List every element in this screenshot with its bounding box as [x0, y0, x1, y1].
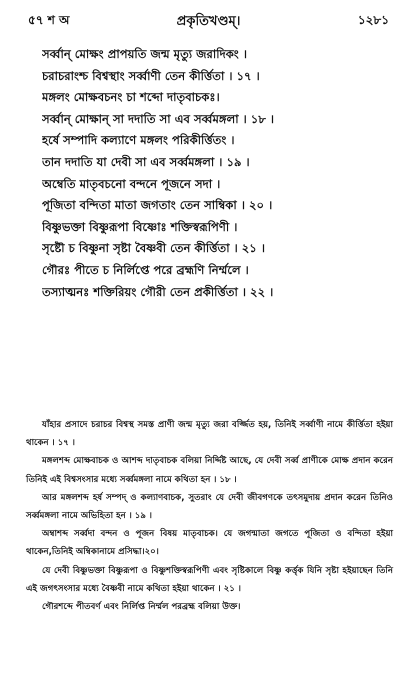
verse-line: সর্ব্বান্ মোক্ষান্ সা দদাতি সা এব সর্ব্বমঙ্গলা । ১৮ । — [42, 111, 275, 126]
commentary-paragraph: আর মঙ্গলশব্দ হর্ষ সম্পদ্ ও কল্যাণবাচক, সুতরাং যে দেবী জীবগণকে তৎসমুদায় প্রদান করেন তিনিও সর্ব্বমঙ্গলা নামে অভিহিতা হন । ১৯ । — [26, 492, 393, 522]
page-header — [28, 12, 389, 34]
bengali-commentary — [26, 416, 393, 616]
verse-line: সৃষ্টৌ চ বিষ্ণুনা সৃষ্টা বৈষ্ণবী তেন কীর্ত্তিতা । ২১ । — [42, 241, 266, 256]
verse-line: সর্ব্বান্ মোক্ষং প্রাপয়তি জন্ম মৃত্যু জরাদিকং । — [42, 47, 247, 61]
verse-line: তস্যাত্মনঃ শক্তিরিয়ং গৌরী তেন প্রকীর্ত্তিতা । ২২ । — [42, 284, 274, 299]
book-title: প্রকৃতিখণ্ডম্। — [176, 14, 241, 29]
verse-line: বিষ্ণুভক্তা বিষ্ণুরূপা বিষ্ণোঃ শক্তিস্বরূপিণী । — [42, 219, 238, 234]
verse-line: অম্বেতি মাতৃবচনো বন্দনে পূজনে সদা । — [42, 176, 221, 191]
sanskrit-verses — [42, 44, 399, 303]
commentary-paragraph: গৌরশব্দে পীতবর্ণ এবং নির্লিপ্ত নির্ম্মল পরব্রহ্ম বলিয়া উক্ত। — [42, 602, 241, 613]
verse-line: তান দদাতি যা দেবী সা এব সর্ব্বমঙ্গলা । ১৯ । — [42, 154, 250, 169]
commentary-paragraph: যে দেবী বিষ্ণুভক্তা বিষ্ণুরূপা ও বিষ্ণুশক্তিস্বরূপিণী এবং সৃষ্টিকালে বিষ্ণু কর্ত্তৃক যিনি সৃষ্টা হইয়াছেন তিনি এই জগৎসংসার মধ্যে বৈষ্ণবী নামে কথিতা হইয়া থাকেন । ২১ । — [26, 565, 393, 594]
page-number: ১২৮১ — [357, 13, 389, 27]
commentary-paragraph: অম্বাশব্দ সর্ব্বদা বন্দন ও পূজন বিষয় মাতৃবাচক। যে জগন্মাতা জগতে পূজিতা ও বন্দিতা হইয়া থাকেন,তিনিই অম্বিকানামে প্রসিদ্ধা।২০। — [26, 529, 393, 558]
chapter-marker: ৫৭ শ অ — [28, 13, 70, 27]
commentary-paragraph: যাঁহার প্রসাদে চরাচর বিশ্বস্থ সমস্ত প্রাণী জন্ম মৃত্যু জরা বর্জ্জিত হয়, তিনিই সর্ব্বাণী নামে কীর্ত্তিতা হইয়া থাকেন । ১৭ । — [26, 420, 393, 449]
commentary-paragraph: মঙ্গলশব্দ মোক্ষবাচক ও আশব্দ দাতৃবাচক বলিয়া নির্দ্দিষ্ট আছে, যে দেবী সর্ব্ব প্রাণীকে মোক্ষ প্রদান করেন তিনিই এই বিশ্বসংসার মধ্যে সর্ব্বমঙ্গলা নামে কথিতা হন । ১৮ । — [26, 456, 393, 485]
verse-line: চরাচরাংশ্চ বিশ্বস্থাং সর্ব্বাণী তেন কীর্ত্তিতা । ১৭ । — [42, 68, 260, 83]
verse-line: গৌরঃ পীতে চ নির্লিপ্তে পরে ব্রহ্মণি নির্ম্মলে । — [42, 262, 249, 277]
verse-line: হর্ষে সম্পাদি কল্যাণে মঙ্গলং পরিকীর্ত্তিতং । — [42, 133, 235, 148]
verse-line: পূজিতা বন্দিতা মাতা জগতাং তেন সাম্বিকা । ২০ । — [42, 198, 273, 213]
verse-line: মঙ্গলং মোক্ষবচনং চা শব্দো দাতৃবাচকঃ। — [42, 90, 220, 105]
